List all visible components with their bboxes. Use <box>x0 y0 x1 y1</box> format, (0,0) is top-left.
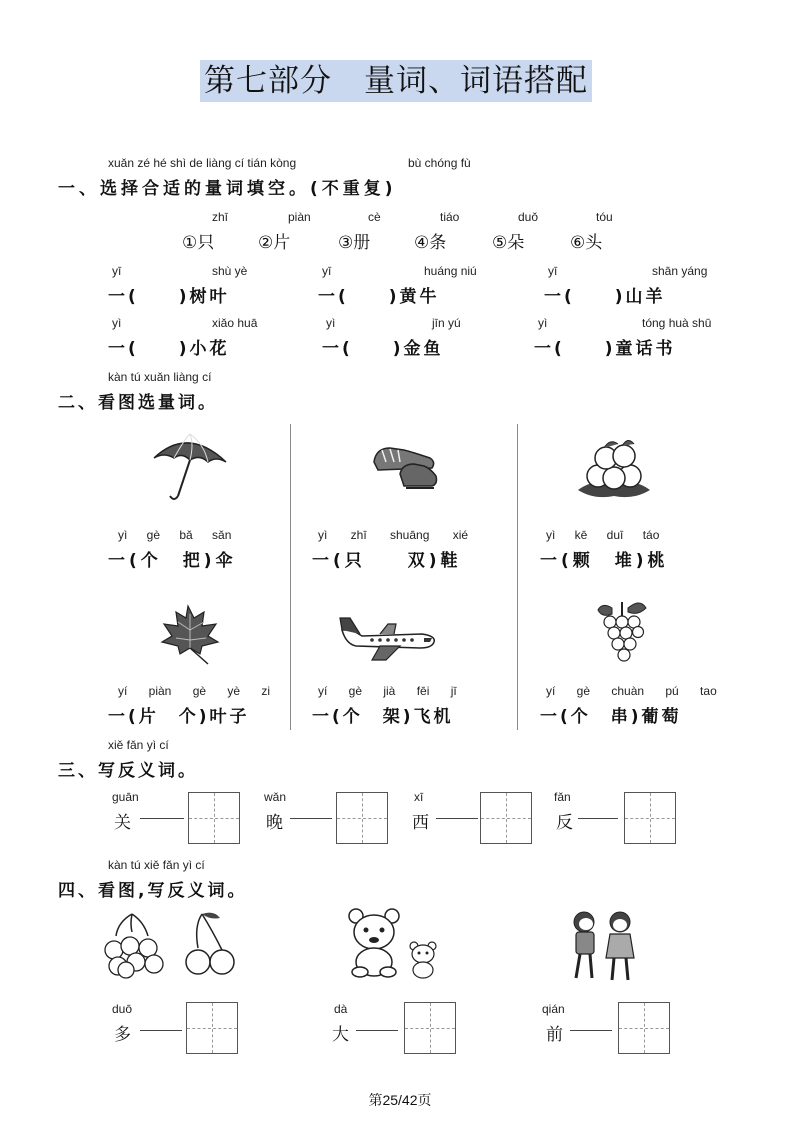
section1-heading: 一、选择合适的量词填空。(不重复) <box>58 179 397 199</box>
option-pinyin-5: duǒ <box>518 210 539 224</box>
option-pinyin-6: tóu <box>596 210 613 224</box>
row1-item2-py1: yī <box>322 264 332 278</box>
page-number: 第25/42页 <box>368 1092 432 1108</box>
peaches-icon <box>574 434 654 502</box>
writing-box[interactable] <box>618 1002 670 1054</box>
answer-line <box>140 1030 182 1031</box>
row2-item1-py2: xiǎo huā <box>212 316 258 330</box>
option-5: ⑤朵 <box>492 233 525 253</box>
antonym1-pinyin: guān <box>112 790 139 804</box>
picture-antonym1-pinyin: duō <box>112 1002 133 1016</box>
picture-item3-text: 一(颗 堆)桃 <box>540 551 669 571</box>
picture-antonym3-pinyin: qián <box>542 1002 565 1016</box>
umbrella-icon <box>150 432 230 504</box>
picture-item1-text: 一(个 把)伞 <box>108 551 237 571</box>
picture-item2-text: 一(只 双)鞋 <box>312 551 462 571</box>
page-title: 第七部分 量词、词语搭配 <box>200 60 592 102</box>
row2-item1: 一( )小花 <box>108 339 230 359</box>
row1-item3: 一( )山羊 <box>544 287 666 307</box>
answer-line <box>290 818 332 819</box>
row2-item2: 一( )金鱼 <box>322 339 444 359</box>
row1-item1-py1: yī <box>112 264 122 278</box>
row2-item3: 一( )童话书 <box>534 339 676 359</box>
picture-item4-pinyin: yí piàn gè yè zi <box>118 684 271 698</box>
section2-heading: 二、看图选量词。 <box>58 393 218 413</box>
picture-antonym2-char: 大 <box>332 1025 349 1045</box>
picture-item1-pinyin: yì gè bǎ sǎn <box>118 528 232 542</box>
answer-line <box>578 818 618 819</box>
section1-pinyin-2: bù chóng fù <box>408 156 471 170</box>
option-pinyin-4: tiáo <box>440 210 460 224</box>
option-3: ③册 <box>338 233 371 253</box>
writing-box[interactable] <box>336 792 388 844</box>
antonym1-char: 关 <box>114 813 131 833</box>
antonym4-char: 反 <box>556 813 573 833</box>
section1-pinyin: xuǎn zé hé shì de liàng cí tián kòng <box>108 156 297 170</box>
answer-line <box>356 1030 398 1031</box>
row1-item3-py2: shān yáng <box>652 264 708 278</box>
leaf-icon <box>160 604 220 666</box>
row2-item2-py2: jīn yú <box>432 316 461 330</box>
picture-item6-text: 一(个 串)葡萄 <box>540 707 682 727</box>
writing-box[interactable] <box>480 792 532 844</box>
antonym3-char: 西 <box>412 813 429 833</box>
section4-pinyin: kàn tú xiě fǎn yì cí <box>108 858 205 872</box>
cherries-icon <box>102 910 242 980</box>
answer-line <box>140 818 184 819</box>
picture-antonym2-pinyin: dà <box>334 1002 348 1016</box>
shoes-icon <box>370 440 440 496</box>
antonym4-pinyin: fǎn <box>554 790 571 804</box>
writing-box[interactable] <box>186 1002 238 1054</box>
option-2: ②片 <box>258 233 291 253</box>
row2-item1-py1: yì <box>112 316 122 330</box>
option-pinyin-2: piàn <box>288 210 311 224</box>
answer-line <box>436 818 478 819</box>
row1-item1-py2: shù yè <box>212 264 248 278</box>
writing-box[interactable] <box>188 792 240 844</box>
row1-item3-py1: yī <box>548 264 558 278</box>
antonym2-char: 晚 <box>266 813 283 833</box>
writing-box[interactable] <box>624 792 676 844</box>
grapes-icon <box>594 598 654 668</box>
section2-pinyin: kàn tú xuǎn liàng cí <box>108 370 212 384</box>
row2-item3-py2: tóng huà shū <box>642 316 712 330</box>
row2-item2-py1: yì <box>326 316 336 330</box>
option-6: ⑥头 <box>570 233 603 253</box>
row1-item2-py2: huáng niú <box>424 264 477 278</box>
picture-item2-pinyin: yì zhī shuāng xié <box>318 528 469 542</box>
section3-heading: 三、写反义词。 <box>58 761 198 781</box>
row1-item1: 一( )树叶 <box>108 287 230 307</box>
option-1: ①只 <box>182 233 215 253</box>
picture-antonym3-char: 前 <box>546 1025 563 1045</box>
bears-icon <box>346 908 446 980</box>
children-icon <box>566 908 640 984</box>
picture-item5-text: 一(个 架)飞机 <box>312 707 454 727</box>
row2-item3-py1: yì <box>538 316 548 330</box>
picture-item3-pinyin: yì kē duī táo <box>546 528 660 542</box>
picture-item5-pinyin: yí gè jià fēi jī <box>318 684 457 698</box>
picture-item4-text: 一(片 个)叶子 <box>108 707 250 727</box>
column-divider <box>517 424 518 730</box>
answer-line <box>570 1030 612 1031</box>
picture-item6-pinyin: yí gè chuàn pú tao <box>546 684 717 698</box>
row1-item2: 一( )黄牛 <box>318 287 440 307</box>
option-4: ④条 <box>414 233 447 253</box>
option-pinyin-1: zhī <box>212 210 229 224</box>
column-divider <box>290 424 291 730</box>
section4-heading: 四、看图,写反义词。 <box>58 881 248 901</box>
antonym2-pinyin: wǎn <box>264 790 287 804</box>
option-pinyin-3: cè <box>368 210 381 224</box>
airplane-icon <box>336 610 440 662</box>
picture-antonym1-char: 多 <box>114 1025 131 1045</box>
section3-pinyin: xiě fǎn yì cí <box>108 738 169 752</box>
writing-box[interactable] <box>404 1002 456 1054</box>
antonym3-pinyin: xī <box>414 790 424 804</box>
